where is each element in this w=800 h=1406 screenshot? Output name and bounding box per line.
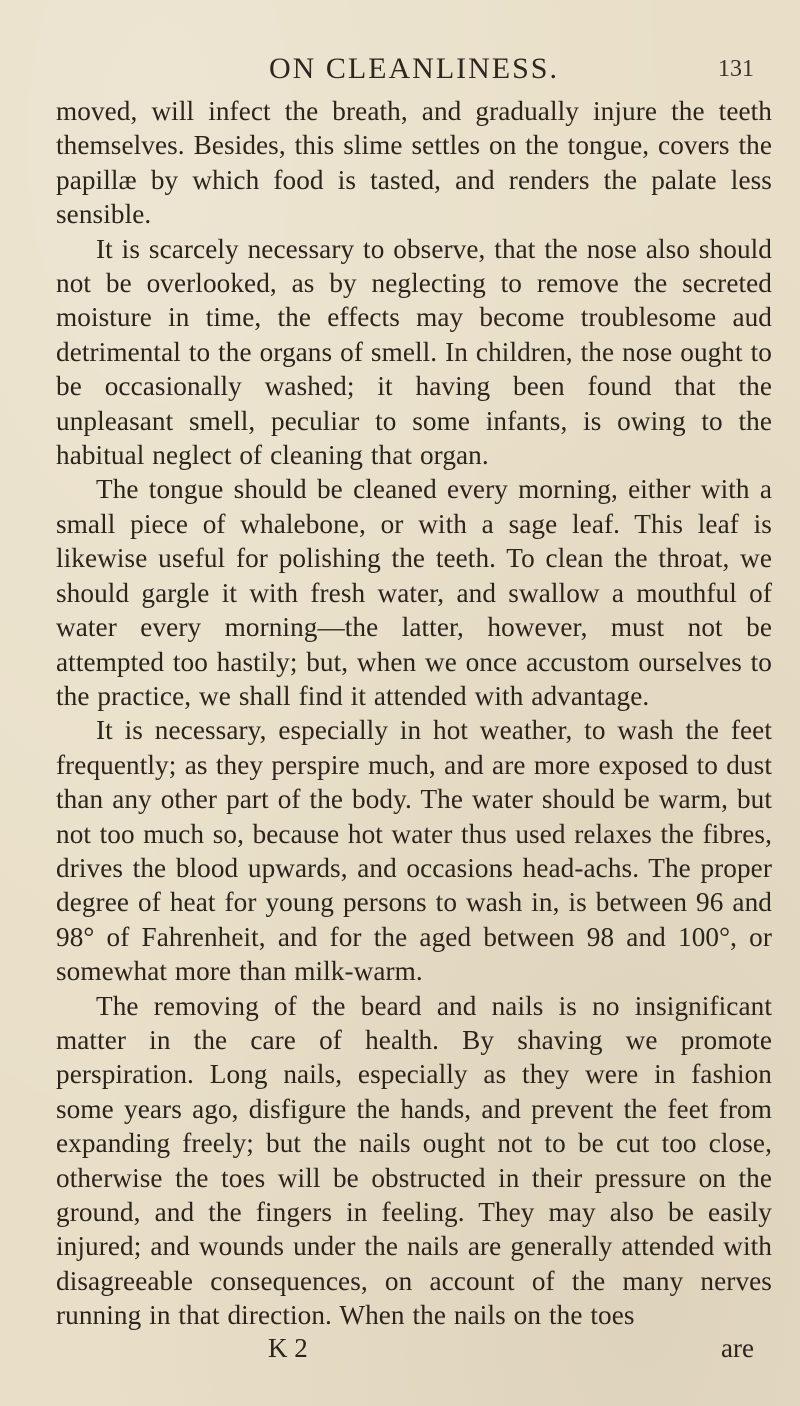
body-text (56, 94, 772, 1333)
footer-line (56, 1333, 772, 1367)
paragraph: moved, will infect the breath, and gradually injure the teeth themselves. Besides, this slime settles on the tongue, covers the papillæ by which food is tasted, and renders the palate less sensible. (56, 96, 772, 230)
paragraph: The tongue should be cleaned every morning, either with a small piece of whalebone, or with a sage leaf. This leaf is likewise useful for polishing the teeth. To clean the throat, we should gargle it with fresh water, and swallow a mouthful of water every morning—the latter, however, must not be attempted too hastily; but, when we once accustom ourselves to the practice, we shall find it attended with advantage. (56, 474, 772, 711)
paragraph: It is necessary, especially in hot weather, to wash the feet frequently; as they perspire much, and are more exposed to dust than any other part of the body. The water should be warm, but not too much so, because hot water thus used relaxes the fibres, drives the blood upwards, and occasions head-achs. The proper degree of heat for young persons to wash in, is between 96 and 98° of Fahrenheit, and for the aged between 98 and 100°, or somewhat more than milk-warm. (56, 715, 772, 987)
running-head (56, 52, 772, 92)
page-number: 131 (718, 56, 754, 82)
running-title: ON CLEANLINESS. (269, 52, 559, 85)
paragraph: The removing of the beard and nails is no insignificant matter in the care of health. By shaving we promote perspiration. Long nails, especially as they were in fashion some years ago, disfigure the hands, and prevent the feet from expanding freely; but the nails ought not to be cut too close, otherwise the toes will be obstructed in their pressure on the ground, and the fingers in feeling. They may also be easily injured; and wounds under the nails are generally attended with disagreeable consequences, on account of the many nerves running in that direction. When the nails on the toes (56, 990, 772, 1331)
signature-mark: K 2 (268, 1332, 308, 1363)
catchword: are (721, 1332, 754, 1363)
paragraph: It is scarcely necessary to observe, that the nose also should not be overlooked, as by neglecting to remove the secreted moisture in time, the effects may become troublesome aud detrimental to the organs of smell. In children, the nose ought to be occasionally washed; it having been found that the unpleasant smell, peculiar to some infants, is owing to the habitual neglect of cleaning that organ. (56, 233, 772, 471)
